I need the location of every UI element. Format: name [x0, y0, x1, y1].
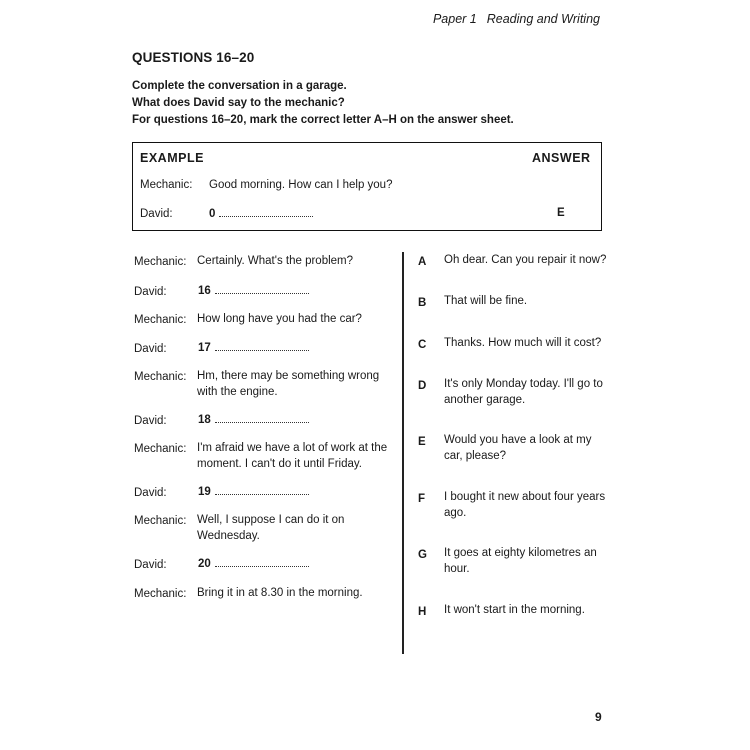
section-label: Reading and Writing	[486, 12, 600, 26]
speaker-label: David:	[134, 343, 167, 355]
page-header	[433, 12, 600, 26]
question-number: 16	[198, 285, 211, 297]
paper-label: Paper 1	[432, 12, 477, 26]
question-blank-16	[198, 285, 309, 297]
question-blank-20	[198, 558, 309, 570]
option-text: Thanks. How much will it cost?	[444, 337, 602, 349]
speaker-label: Mechanic:	[134, 443, 187, 455]
speaker-label: Mechanic:	[134, 256, 187, 268]
option-text: That will be fine.	[444, 295, 528, 307]
speaker-label: David:	[134, 487, 167, 499]
instruction-line: For questions 16–20, mark the correct letter A–H on the answer sheet.	[132, 114, 514, 126]
speaker-label: David:	[134, 559, 167, 571]
speaker-label: Mechanic:	[134, 515, 187, 527]
mechanic-line: Well, I suppose I can do it on Wednesday.	[197, 514, 345, 542]
dotted-line	[215, 414, 309, 423]
speaker-label: David:	[134, 415, 167, 427]
mechanic-line: How long have you had the car?	[197, 313, 362, 325]
question-number: 18	[198, 414, 211, 426]
dotted-line	[215, 558, 309, 567]
example-david-speaker: David:	[140, 208, 173, 220]
option-text: Would you have a look at my car, please?	[444, 434, 592, 462]
mechanic-line: Bring it in at 8.30 in the morning.	[197, 587, 363, 599]
question-blank-17	[198, 342, 309, 354]
option-letter: F	[418, 493, 426, 505]
mechanic-line: Hm, there may be something wrong with the engine.	[197, 370, 380, 398]
mechanic-line: Certainly. What's the problem?	[197, 255, 354, 267]
dotted-line	[215, 486, 309, 495]
question-number: 19	[198, 486, 211, 498]
option-text: Oh dear. Can you repair it now?	[444, 254, 607, 266]
option-letter: E	[418, 436, 426, 448]
speaker-label: David:	[134, 286, 167, 298]
speaker-label: Mechanic:	[134, 371, 187, 383]
page-number: 9	[595, 710, 602, 724]
instruction-line: Complete the conversation in a garage.	[132, 80, 347, 92]
question-number: 17	[198, 342, 211, 354]
speaker-label: Mechanic:	[134, 314, 187, 326]
dotted-line	[215, 285, 309, 294]
answer-label: ANSWER	[532, 151, 591, 165]
option-letter: D	[418, 380, 427, 392]
example-mechanic-speaker: Mechanic:	[140, 179, 193, 191]
question-blank-19	[198, 486, 309, 498]
example-answer-value: E	[557, 207, 565, 219]
option-letter: B	[418, 297, 427, 309]
question-number: 20	[198, 558, 211, 570]
questions-title: QUESTIONS 16–20	[132, 50, 255, 65]
option-text: It won't start in the morning.	[444, 604, 585, 616]
option-text: I bought it new about four years ago.	[444, 491, 606, 519]
option-letter: H	[418, 606, 427, 618]
example-mechanic-text: Good morning. How can I help you?	[209, 179, 393, 191]
option-letter: A	[418, 256, 427, 268]
option-letter: G	[418, 549, 427, 561]
dotted-line	[215, 342, 309, 351]
example-answer-blank	[209, 208, 313, 220]
option-text: It's only Monday today. I'll go to another garage.	[444, 378, 603, 406]
option-letter: C	[418, 339, 427, 351]
instruction-line: What does David say to the mechanic?	[132, 97, 345, 109]
example-number: 0	[209, 208, 216, 220]
mechanic-line: I'm afraid we have a lot of work at the moment. I can't do it until Friday.	[197, 442, 388, 470]
speaker-label: Mechanic:	[134, 588, 187, 600]
option-text: It goes at eighty kilometres an hour.	[444, 547, 597, 575]
column-divider	[402, 252, 404, 654]
example-label: EXAMPLE	[140, 151, 204, 165]
dotted-line	[219, 208, 313, 217]
question-blank-18	[198, 414, 309, 426]
